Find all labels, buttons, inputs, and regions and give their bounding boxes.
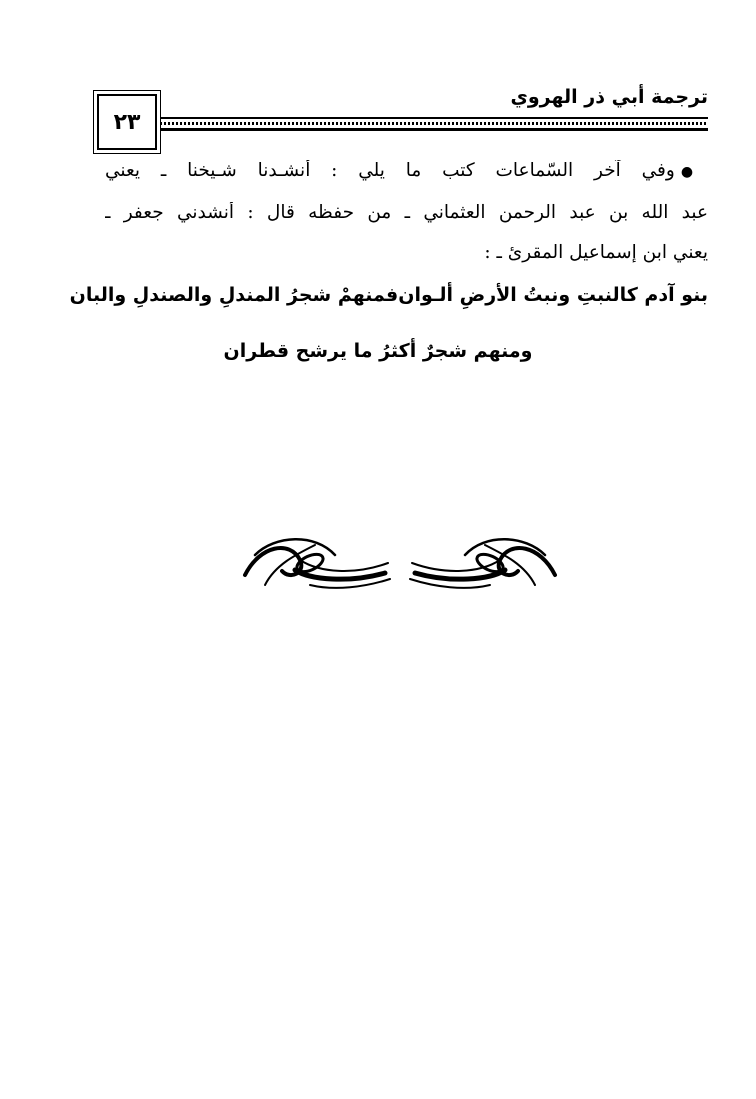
poem-verse-2: ومنهم شجرٌ أكثرُ ما يرشح قطران (223, 340, 533, 362)
floral-flourish-icon (240, 525, 560, 595)
verse-1-hemistich-2: فمنهمْ شجرُ المندلِ والصندلِ والبان (69, 284, 399, 306)
poem-verse-1 (69, 284, 708, 306)
bullet-icon: ● (680, 164, 708, 180)
body-line-1-text: وفي آخر السّماعات كتب ما يلي : أنشـدنا شـيخنا ـ يعني (105, 160, 675, 181)
body-line-3: يعني ابن إسماعيل المقرئ ـ : (484, 242, 708, 263)
verse-1-hemistich-1: بنو آدم كالنبتِ ونبتُ الأرضِ ألـوان (398, 284, 708, 306)
body-line-2: عبد الله بن عبد الرحمن العثماني ـ من حفظه قال : أنشدني جعفر ـ (105, 202, 708, 223)
running-title: ترجمة أبي ذر الهروي (510, 86, 708, 108)
page-number: ٢٣ (97, 94, 157, 150)
header-rule (160, 117, 708, 119)
body-line-1 (105, 160, 708, 181)
header-rule-thick (160, 128, 708, 131)
header-rule-dotted (160, 122, 708, 125)
